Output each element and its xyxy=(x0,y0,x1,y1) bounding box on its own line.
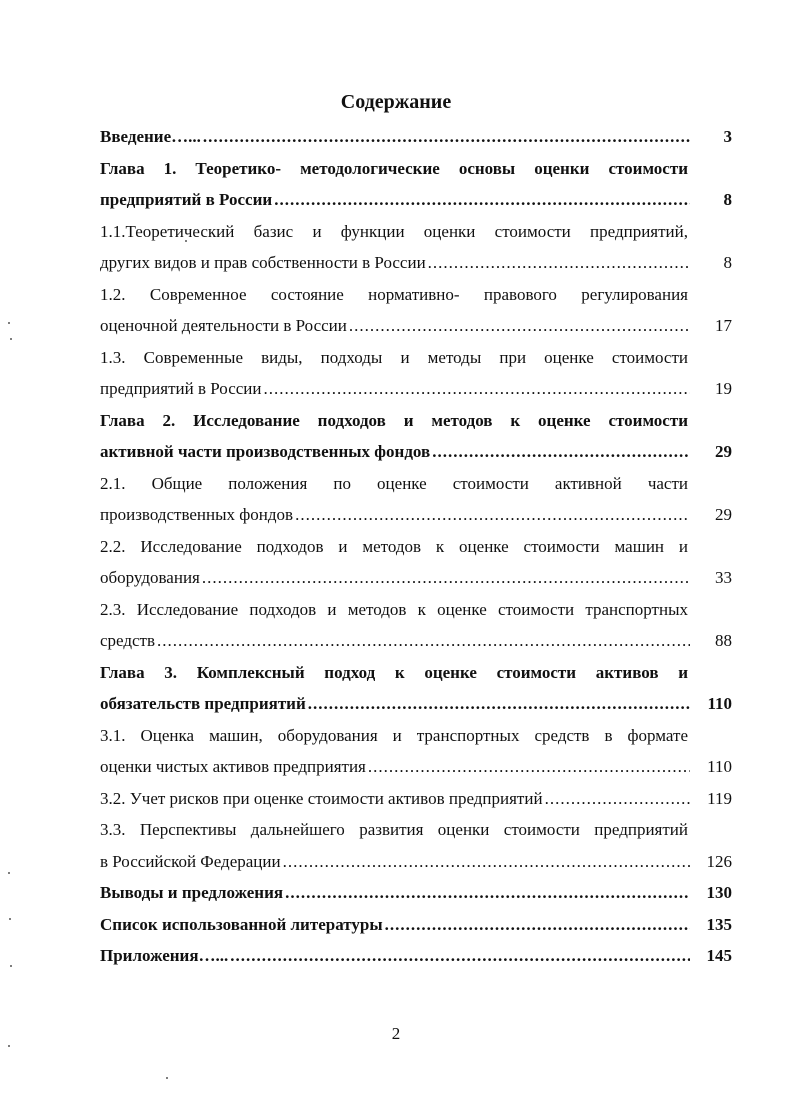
dot-leader xyxy=(368,751,690,783)
toc-entry xyxy=(100,121,732,153)
toc-entry-line xyxy=(100,783,732,815)
dot-leader xyxy=(283,846,690,878)
toc-entry-first-line: 3.1. Оценка машин, оборудования и транспортных средств в формате xyxy=(100,725,688,745)
toc-entry-text: активной части производственных фондов xyxy=(100,442,431,461)
toc-entry-line xyxy=(100,562,732,594)
dot-leader xyxy=(230,940,690,972)
dot-leader xyxy=(385,909,690,941)
toc-entry-text: средств xyxy=(100,631,156,650)
toc-entry-text: других видов и прав собственности в России xyxy=(100,253,426,272)
toc-entry xyxy=(100,279,732,342)
toc-entry-first-line: 2.2. Исследование подходов и методов к оценке стоимости машин и xyxy=(100,536,688,556)
toc-page-number: 110 xyxy=(707,757,732,776)
toc-entry-text: в Российской Федерации xyxy=(100,851,281,871)
toc-entry-first-line: 2.1. Общие положения по оценке стоимости активной части xyxy=(100,473,688,493)
scan-speck xyxy=(8,322,10,324)
toc-entry xyxy=(100,940,732,972)
toc-entry-first-line: 2.3. Исследование подходов и методов к оценке стоимости транспортных xyxy=(100,599,688,619)
toc-page-number: 119 xyxy=(707,788,732,808)
toc-entry-text: обязательств предприятий xyxy=(100,694,306,713)
toc-entry-text: оценочной деятельности в России xyxy=(100,316,347,335)
dot-leader xyxy=(308,688,690,720)
toc-entry-text: предприятий в России xyxy=(100,379,262,398)
dot-leader xyxy=(157,625,690,657)
toc-entry-first-line: Глава 2. Исследование подходов и методов к оценке стоимости xyxy=(100,410,688,430)
toc-page-number: 33 xyxy=(715,568,732,587)
dot-leader xyxy=(285,877,690,909)
toc-page-number: 19 xyxy=(715,379,732,398)
table-of-contents xyxy=(100,121,732,972)
toc-entry-line xyxy=(100,625,732,657)
toc-entry-text: 3.2. Учет рисков при оценке стоимости активов предприятий xyxy=(100,788,543,808)
dot-leader xyxy=(295,499,690,531)
dot-leader xyxy=(349,310,690,342)
toc-entry xyxy=(100,468,732,531)
toc-entry-text: производственных фондов xyxy=(100,505,294,524)
toc-entry-text: Список использованной литературы xyxy=(100,914,383,934)
toc-entry-line xyxy=(100,247,732,279)
toc-page-number: 110 xyxy=(707,694,732,713)
toc-entry-line xyxy=(100,310,732,342)
toc-entry-line xyxy=(100,909,732,941)
scan-speck xyxy=(9,918,11,920)
toc-entry-text: Введение…... xyxy=(100,127,201,146)
toc-entry-line xyxy=(100,499,732,531)
dot-leader xyxy=(428,247,690,279)
scan-speck xyxy=(10,338,12,340)
dot-leader xyxy=(274,184,690,216)
toc-page-number: 17 xyxy=(715,316,732,335)
toc-page-number: 130 xyxy=(706,883,732,902)
toc-entry xyxy=(100,814,732,877)
toc-entry-line xyxy=(100,751,732,783)
scan-speck xyxy=(8,1045,10,1047)
dot-leader xyxy=(203,121,690,153)
toc-entry-text: Выводы и предложения xyxy=(100,883,284,902)
toc-entry-line xyxy=(100,436,732,468)
page-number: 2 xyxy=(391,1024,401,1043)
dot-leader xyxy=(545,783,690,815)
toc-entry-line xyxy=(100,940,732,972)
scan-speck xyxy=(10,965,12,967)
toc-entry-first-line: 1.3. Современные виды, подходы и методы при оценке стоимости xyxy=(100,347,688,367)
toc-page-number: 29 xyxy=(715,442,732,461)
toc-page-number: 29 xyxy=(715,505,732,524)
toc-entry-line xyxy=(100,121,732,153)
toc-entry xyxy=(100,909,732,941)
toc-entry-line xyxy=(100,877,732,909)
page-title: Содержание xyxy=(340,91,452,113)
toc-entry-text: оборудования xyxy=(100,568,200,587)
dot-leader xyxy=(202,562,690,594)
toc-entry-line xyxy=(100,688,732,720)
toc-entry xyxy=(100,720,732,783)
toc-entry-first-line: 1.1.Теоретический базис и функции оценки стоимости предприятий, xyxy=(100,221,688,241)
toc-entry-line xyxy=(100,184,732,216)
toc-entry-first-line: 3.3. Перспективы дальнейшего развития оценки стоимости предприятий xyxy=(100,820,688,839)
toc-entry-line xyxy=(100,373,732,405)
toc-page-number: 145 xyxy=(706,946,732,965)
toc-entry xyxy=(100,216,732,279)
toc-page-number: 3 xyxy=(723,127,732,146)
toc-page-number: 135 xyxy=(706,914,732,934)
scan-speck xyxy=(8,872,10,874)
toc-entry xyxy=(100,153,732,216)
toc-entry xyxy=(100,531,732,594)
scan-speck xyxy=(166,1077,168,1079)
toc-entry-first-line: 1.2. Современное состояние нормативно- правового регулирования xyxy=(100,284,688,304)
scan-speck xyxy=(185,240,187,242)
toc-page-number: 88 xyxy=(715,631,732,650)
toc-entry xyxy=(100,657,732,720)
dot-leader xyxy=(432,436,690,468)
toc-entry xyxy=(100,877,732,909)
toc-page-number: 8 xyxy=(723,253,732,272)
dot-leader xyxy=(263,373,690,405)
toc-entry-text: Приложения…... xyxy=(100,946,229,965)
toc-page-number: 8 xyxy=(723,190,732,209)
toc-entry-first-line: Глава 3. Комплексный подход к оценке стоимости активов и xyxy=(100,662,688,682)
toc-page-number: 126 xyxy=(706,851,732,871)
toc-entry-first-line: Глава 1. Теоретико- методологические основы оценки стоимости xyxy=(100,158,688,178)
toc-entry-line xyxy=(100,846,732,878)
toc-entry-text: оценки чистых активов предприятия xyxy=(100,757,366,776)
toc-entry xyxy=(100,594,732,657)
toc-entry xyxy=(100,783,732,815)
toc-entry-text: предприятий в России xyxy=(100,190,273,209)
toc-entry xyxy=(100,342,732,405)
toc-entry xyxy=(100,405,732,468)
